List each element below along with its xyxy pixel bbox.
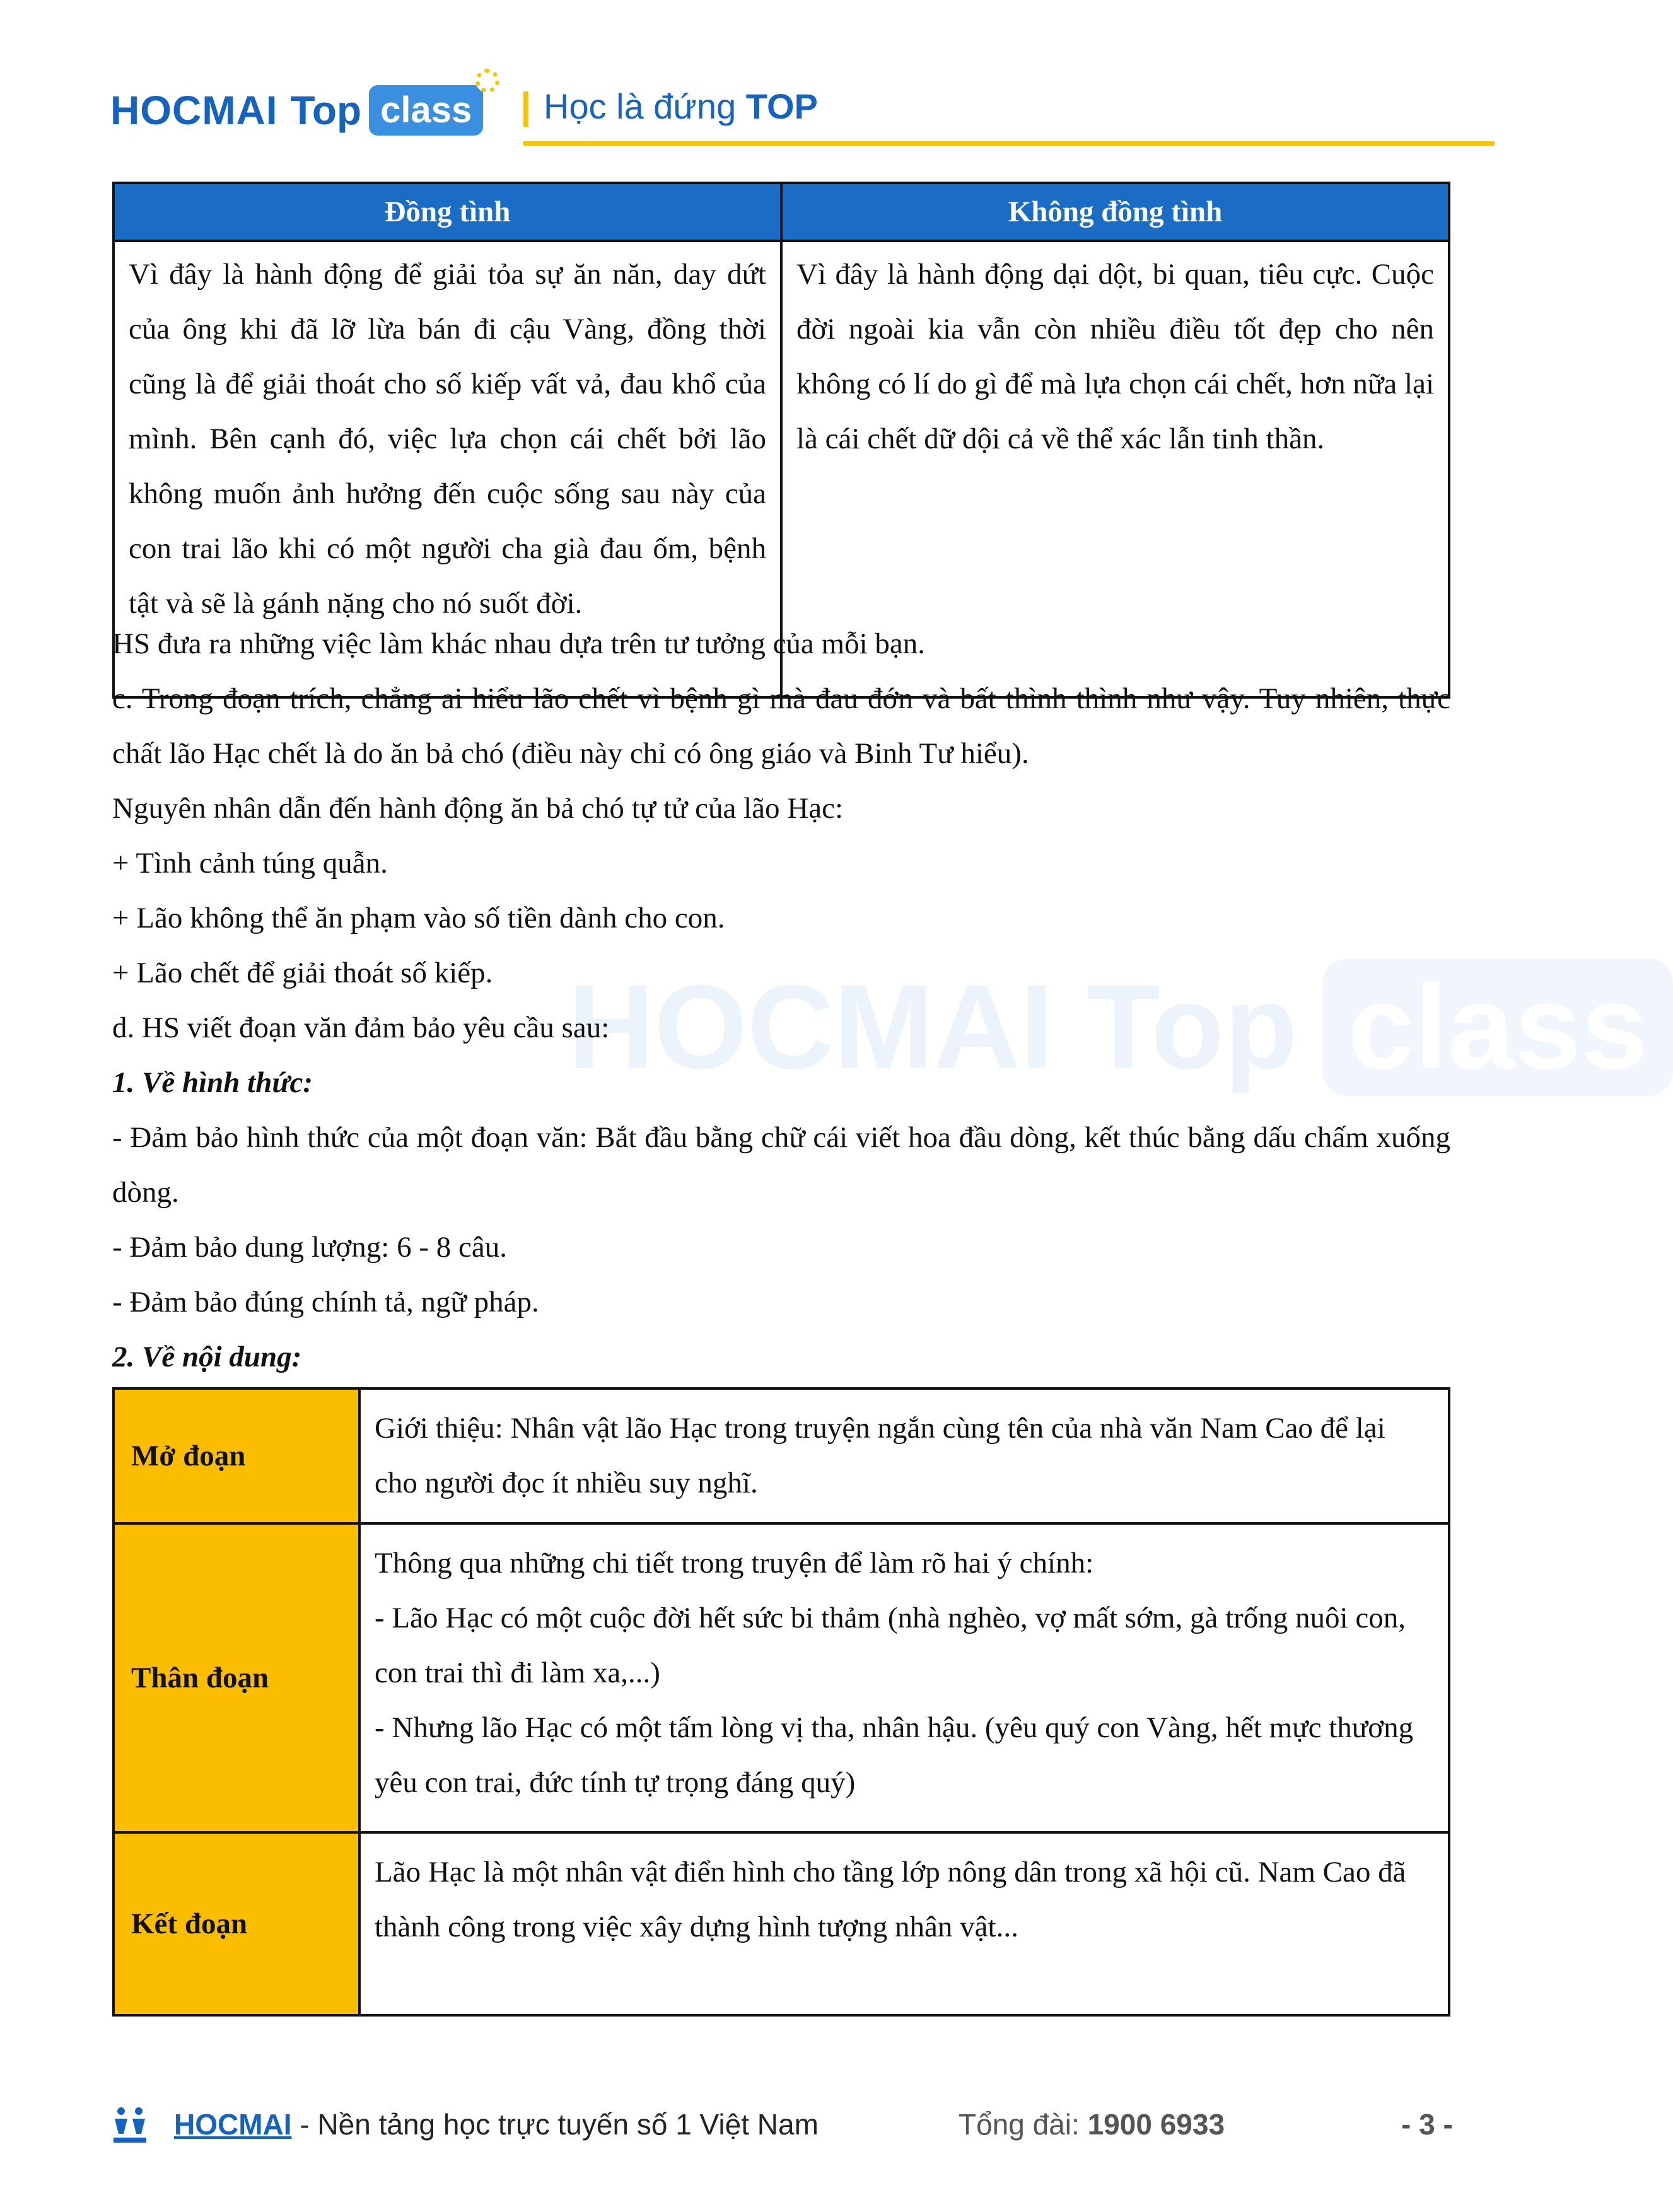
slogan-prefix: Học là đứng <box>544 86 737 126</box>
watermark-class: class <box>1322 958 1672 1096</box>
agree-cell: Vì đây là hành động để giải tỏa sự ăn năn, day dứt của ông khi đã lỡ lừa bán đi cậu Vàng, đồng thời cũng là để giải thoát cho số kiếp vất vả, đau khổ của mình. Bên cạnh đó, việc lựa chọn cái chết bởi lão không muốn ảnh hưởng đến cuộc sống sau này của con trai lão khi có một người cha già đau ốm, bệnh tật và sẽ là gánh nặng cho nó suốt đời. <box>114 241 781 697</box>
row-content <box>359 1388 1449 1523</box>
section-heading: 1. Về hình thức: <box>112 1066 313 1099</box>
header-underline <box>523 141 1495 146</box>
list-item: + Lão không thể ăn phạm vào số tiền dành cho con. <box>112 902 725 934</box>
slogan-bold: TOP <box>745 86 818 126</box>
row-line: - Lão Hạc có một cuộc đời hết sức bi thảm (nhà nghèo, vợ mất sớm, gà trống nuôi con, con trai thì đi làm xa,...) <box>375 1602 1406 1689</box>
paragraph: c. Trong đoạn trích, chẳng ai hiểu lão chết vì bệnh gì mà đau đớn và bất thình thình như vậy. Tuy nhiên, thực chất lão Hạc chết là do ăn bả chó (điều này chỉ có ông giáo và Binh Tư hiểu). <box>112 682 1450 770</box>
brand-class-badge <box>369 85 483 136</box>
brand-top-text: Top <box>290 88 362 133</box>
gear-icon <box>475 69 499 93</box>
watermark-text: HOCMAI Top <box>568 960 1298 1094</box>
hocmai-logo-icon <box>112 2106 148 2145</box>
list-item: - Đảm bảo hình thức của một đoạn văn: Bắt đầu bằng chữ cái viết hoa đầu dòng, kết thúc bằng dấu chấm xuống dòng. <box>112 1121 1450 1209</box>
row-content <box>359 1832 1449 2015</box>
row-label: Thân đoạn <box>114 1523 359 1832</box>
footer-tagline <box>174 2107 819 2141</box>
row-label: Mở đoạn <box>114 1388 359 1523</box>
page-number: - 3 - <box>1401 2108 1453 2141</box>
row-label: Kết đoạn <box>114 1832 359 2015</box>
hotline-number: 1900 6933 <box>1087 2108 1225 2141</box>
brand-hocmai-text: HOCMAI <box>110 88 278 133</box>
content-table <box>112 1387 1450 2017</box>
footer-brand-link[interactable]: HOCMAI <box>174 2108 292 2141</box>
footer-tagline-text: - Nền tảng học trực tuyến số 1 Việt Nam <box>291 2108 819 2141</box>
brand-logo <box>110 82 483 139</box>
agree-header: Đồng tình <box>114 183 781 241</box>
disagree-header: Không đồng tình <box>781 183 1449 241</box>
row-line: Giới thiệu: Nhân vật lão Hạc trong truyện ngắn cùng tên của nhà văn Nam Cao để lại cho người đọc ít nhiều suy nghĩ. <box>375 1412 1385 1499</box>
header-divider <box>523 91 528 127</box>
row-content <box>359 1523 1449 1832</box>
paragraph: d. HS viết đoạn văn đảm bảo yêu cầu sau: <box>112 1011 610 1044</box>
paragraph: HS đưa ra những việc làm khác nhau dựa trên tư tưởng của mỗi bạn. <box>112 627 926 660</box>
list-item: + Lão chết để giải thoát số kiếp. <box>112 957 493 989</box>
disagree-cell: Vì đây là hành động dại dột, bi quan, tiêu cực. Cuộc đời ngoài kia vẫn còn nhiều điều tốt đẹp cho nên không có lí do gì để mà lựa chọn cái chết, hơn nữa lại là cái chết dữ dội cả về thể xác lẫn tinh thần. <box>781 241 1449 697</box>
section-heading: 2. Về nội dung: <box>112 1341 302 1373</box>
list-item: - Đảm bảo dung lượng: 6 - 8 câu. <box>112 1231 507 1264</box>
paragraph: Nguyên nhân dẫn đến hành động ăn bả chó tự tử của lão Hạc: <box>112 792 844 825</box>
slogan <box>544 86 818 127</box>
row-line: Thông qua những chi tiết trong truyện để làm rõ hai ý chính: <box>375 1547 1094 1580</box>
list-item: + Tình cảnh túng quẫn. <box>112 847 388 880</box>
footer-hotline <box>959 2107 1225 2141</box>
row-line: Lão Hạc là một nhân vật điển hình cho tầng lớp nông dân trong xã hội cũ. Nam Cao đã thành công trong việc xây dựng hình tượng nhân vật... <box>375 1856 1406 1943</box>
brand-class-text: class <box>380 90 472 131</box>
hotline-label: Tổng đài: <box>959 2108 1088 2141</box>
list-item: - Đảm bảo đúng chính tả, ngữ pháp. <box>112 1286 539 1318</box>
row-line: - Nhưng lão Hạc có một tấm lòng vị tha, nhân hậu. (yêu quý con Vàng, hết mực thương yêu con trai, đức tính tự trọng đáng quý) <box>375 1711 1414 1799</box>
